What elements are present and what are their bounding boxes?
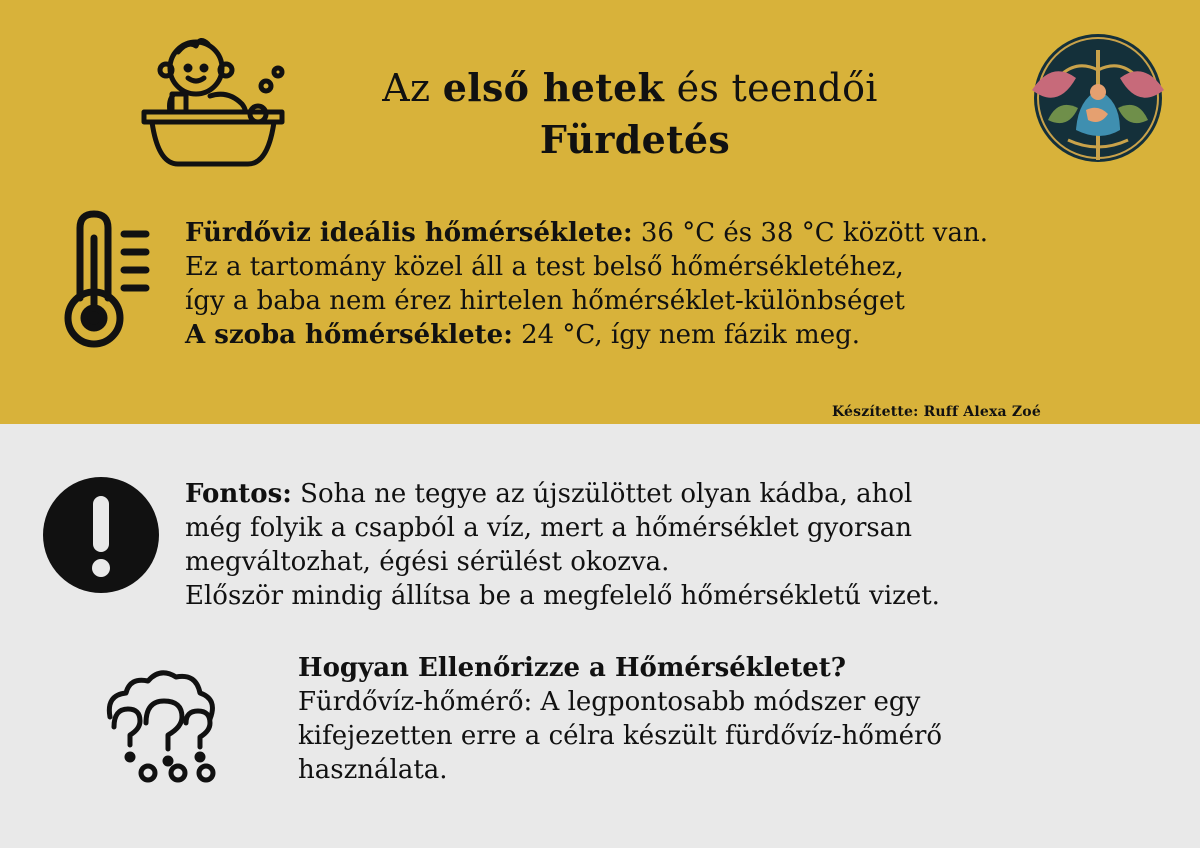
temp-line-3: így a baba nem érez hirtelen hőmérséklet-különbséget (185, 286, 905, 316)
page-title (300, 62, 960, 166)
warning-line-4: Először mindig állítsa be a megfelelő hőmérsékletű vizet. (185, 581, 940, 611)
warning-text-1: Soha ne tegye az újszülöttet olyan kádba, ahol (291, 479, 913, 509)
room-temp-label: A szoba hőmérséklete: (185, 320, 513, 350)
warning-line-1 (185, 477, 940, 511)
check-line-1: Fürdővíz-hőmérő: A legpontosabb módszer egy (298, 687, 921, 717)
title-bold: első hetek (442, 65, 665, 110)
water-temp-line (185, 216, 988, 250)
room-temp-line (185, 318, 988, 352)
author-credit: Készítette: Ruff Alexa Zoé (832, 404, 1041, 420)
temp-line-2: Ez a tartomány közel áll a test belső hőmérsékletéhez, (185, 252, 904, 282)
check-heading-text: Hogyan Ellenőrizze a Hőmérsékletet? (298, 653, 847, 683)
question-cloud-icon (100, 665, 220, 785)
mother-tree-logo (1028, 30, 1168, 166)
warning-line-3: megváltozhat, égési sérülést okozva. (185, 547, 670, 577)
warning-label: Fontos: (185, 479, 292, 509)
warning-info (185, 477, 940, 613)
check-line-3: használata. (298, 755, 448, 785)
room-temp-value: 24 °C, így nem fázik meg. (512, 320, 860, 350)
title-prefix: Az (382, 66, 443, 110)
baby-bath-icon (138, 30, 288, 170)
water-temp-value: 36 °C és 38 °C között van. (632, 218, 988, 248)
check-heading (298, 651, 942, 685)
title-suffix: és teendői (664, 66, 878, 110)
check-info (298, 651, 942, 787)
water-temp-label: Fürdőviz ideális hőmérséklete: (185, 218, 633, 248)
warning-line-2: még folyik a csapból a víz, mert a hőmérséklet gyorsan (185, 513, 912, 543)
check-line-2: kifejezetten erre a célra készült fürdővíz-hőmérő (298, 721, 943, 751)
exclamation-icon (42, 476, 160, 594)
page-subtitle: Fürdetés (539, 117, 731, 162)
thermometer-icon (60, 208, 155, 348)
temperature-info (185, 216, 988, 352)
